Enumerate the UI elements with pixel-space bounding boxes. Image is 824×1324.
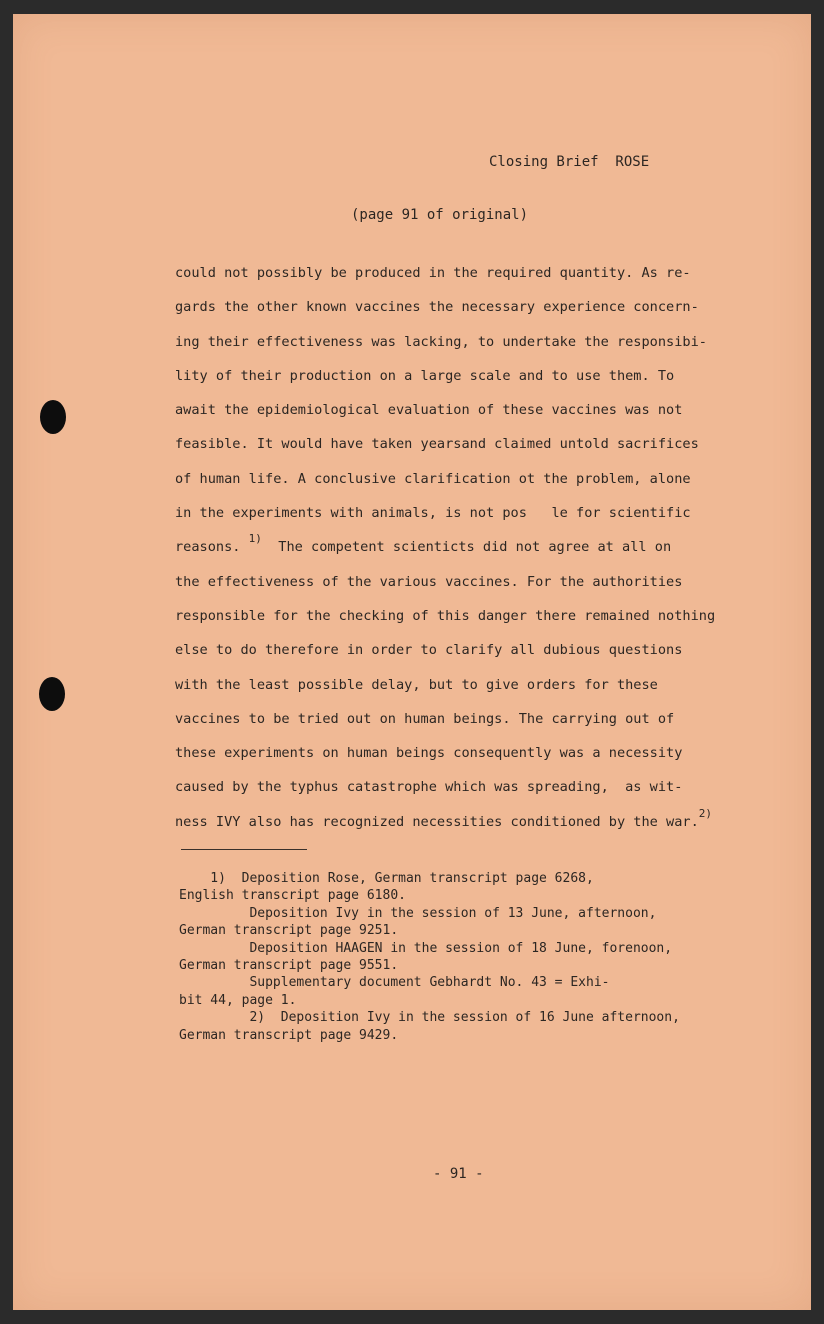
footnote-marker-1: 1): [248, 532, 262, 546]
body-line: responsible for the checking of this danger there remained nothing: [175, 607, 716, 624]
footnote-line: English transcript page 6180.: [179, 888, 406, 904]
body-paragraph: [175, 256, 755, 839]
body-line: these experiments on human beings consequently was a necessity: [175, 745, 683, 762]
body-line: lity of their production on a large scale and to use them. To: [175, 367, 675, 384]
footnote-line: Deposition HAAGEN in the session of 18 June, forenoon,: [179, 940, 673, 956]
punch-hole-bottom: [39, 677, 65, 711]
body-line: of human life. A conclusive clarification ot the problem, alone: [175, 470, 691, 487]
footnote-marker-2: 2): [698, 806, 713, 820]
footnote-line: Supplementary document Gebhardt No. 43 = Exhi-: [179, 975, 610, 991]
page-number: - 91 -: [433, 1166, 484, 1182]
body-line: gards the other known vaccines the necessary experience concern-: [175, 299, 699, 316]
page-reference: (page 91 of original): [351, 207, 529, 223]
footnotes: [179, 870, 680, 1044]
body-line: else to do therefore in order to clarify all dubious questions: [175, 642, 683, 659]
body-line: ing their effectiveness was lacking, to undertake the responsibi-: [175, 333, 707, 350]
body-line: could not possibly be produced in the required quantity. As re-: [175, 265, 691, 281]
footnote-line: 2) Deposition Ivy in the session of 16 June afternoon,: [179, 1010, 680, 1026]
footnote-line: German transcript page 9551.: [179, 957, 399, 973]
body-line: feasible. It would have taken yearsand claimed untold sacrifices: [175, 436, 699, 453]
paper-sheet: [13, 14, 811, 1310]
body-line: in the experiments with animals, is not pos le for scientific: [175, 505, 691, 522]
body-line: await the epidemiological evaluation of these vaccines was not: [175, 402, 683, 419]
footnote-line: Deposition Ivy in the session of 13 June, afternoon,: [179, 905, 657, 921]
body-line: reasons. $^{1)}$ The competent scienticts did not agree at all on: [175, 532, 672, 556]
body-line: vaccines to be tried out on human beings. The carrying out of: [175, 710, 675, 727]
document-header: Closing Brief ROSE: [489, 154, 650, 170]
body-line: caused by the typhus catastrophe which was spreading, as wit-: [175, 779, 683, 796]
body-line: ness IVY also has recognized necessities conditioned by the war.$^{2)}$: [175, 806, 713, 830]
footnote-line: German transcript page 9429.: [179, 1027, 399, 1043]
body-line: the effectiveness of the various vaccines. For the authorities: [175, 573, 683, 590]
punch-hole-top: [40, 400, 66, 434]
body-line: with the least possible delay, but to give orders for these: [175, 676, 658, 693]
footnote-line: bit 44, page 1.: [179, 992, 297, 1008]
footnote-line: 1) Deposition Rose, German transcript page 6268,: [179, 871, 594, 886]
footnote-line: German transcript page 9251.: [179, 923, 399, 939]
footnote-divider: [181, 849, 307, 850]
